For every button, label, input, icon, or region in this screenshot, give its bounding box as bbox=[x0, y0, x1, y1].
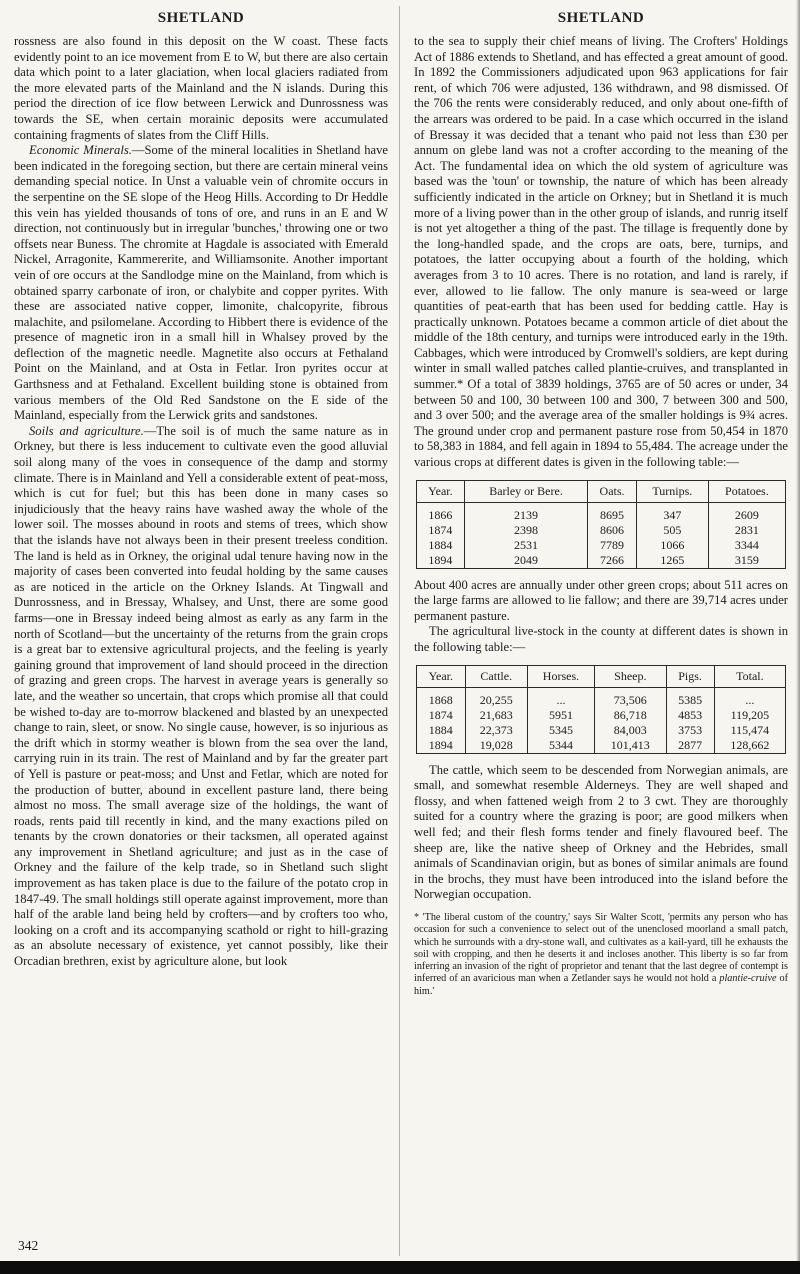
table-cell: 505 bbox=[636, 523, 708, 538]
table-header-row bbox=[416, 480, 785, 502]
table-header-cell: Year. bbox=[416, 480, 464, 502]
paragraph-lead: Soils and agriculture. bbox=[29, 423, 144, 438]
table-cell: 8695 bbox=[588, 502, 637, 523]
table-row bbox=[416, 687, 785, 708]
paragraph-text: —The soil is of much the same nature as in Orkney, but there is less inducement to cultivate even the good alluvial soil along many of the voes in consequence of the damp and stormy climate. There is in Mainland and Yell a considerable extent of peat-moss, which is cut for fuel; but this has been done in many cases so injudiciously that the heavy rains have washed away the whole of the lower soil. The mosses abound in roots and stems of trees, which show that the islands have not always been in their present treeless condition. The land is held as in Orkney, the original udal tenure having now in the majority of cases been converted into feudal holding by the same causes as are noticed in the article on the Orkney Islands. At Tingwall and Dunrossness, and in Bressay, Whalsey, and Unst, there are some good farms—one in Bressay indeed being almost as early as any farm in the north of Scotland—but the uncertainty of the returns from the grain crops is a great bar to extensive agricultural projects, and the feeling is yearly gaining ground that improvement of land should proceed in the direction of grazing and green crops. The harvest in average years is generally so late, and the weather so uncertain, that crops which promise all that could be wished to-day are to-morrow blackened and blasted by an unexpected change to rain, sleet, or snow. No single cause, however, is so injurious as the drift which in stormy weather is blown from the sea over the land, carrying ruin in its train. The rest of Mainland and by far the greater part of Yell is pasture or peat-moss; and Unst and Fetlar, which are noted for the production of butter, abound in excellent pasture land, there being almost no moss. The small average size of the holdings, the want of roads, rents paid till recently in kind, and the many exactions piled on tenants by the crown donatories or their tacksmen, all operated against any improvement in Shetland agriculture; and just as in the case of Orkney and the failure of the kelp trade, so in Shetland such slight improvement as has taken place is due to the failure of the potato crop in 1847-49. The small holdings still operate against improvement, more than half of the arable land being held by crofters—and by crofters too who, looking on a croft and its accompanying scathold or right to hill-grazing as an absolute necessary of existence, yet cannot possibly, like their Orcadian brethren, exist by agriculture alone, but look bbox=[14, 423, 388, 969]
paragraph-text: About 400 acres are annually under other green crops; about 511 acres on the large farms are allowed to lie fallow; and there are 39,714 acres under permanent pasture. bbox=[414, 577, 788, 623]
table-cell: ... bbox=[527, 687, 594, 708]
table-header-cell: Barley or Bere. bbox=[464, 480, 587, 502]
paragraph-green-crops bbox=[414, 578, 788, 625]
paragraph-continuation bbox=[414, 34, 788, 471]
paragraph-text: rossness are also found in this deposit on the W coast. These facts evidently point to an ice movement from E to W, but there are also certain data which point to a later glaciation, when local glaciers radiated from the more elevated parts of the Mainland and the N islands. During this period the direction of ice flow between Lerwick and Dunrossness was towards the SE, when certain morainic deposits were accumulated containing fragments of slates from the Cliff Hills. bbox=[14, 34, 388, 142]
paragraph-text: —Some of the mineral localities in Shetland have been indicated in the foregoing section, but there are certain mineral veins demanding special notice. In Unst a valuable vein of chromite occurs in the serpentine on the SE slope of the Heog Hills. According to Dr Heddle this vein has yielded thousands of tons of ore, and runs in an E and W direction, not continuously but in irregular 'bunches,' throwing one or two offsets near Buness. The chromite at Hagdale is associated with Emerald Nickel, Arragonite, Kammererite, and Williamsonite. Another important vein of ore occurs at the Sandlodge mine on the Mainland, from which is obtained sparry carbonate of iron, or chalybite and copper pyrites. With these are associated native copper, limonite, chalcopyrite, fibrous malachite, and psilomelane. According to Hibbert there is evidence of the presence of magnetic iron in a small hill in Whalsey proved by the deflection of the magnetic needle. Magnetite also occurs at Fethaland Point on the Mainland, and at Osta in Fetlar. Iron pyrites occur at Garthsness and at Fethaland. Excellent building stone is obtained from various members of the Old Red Sandstone on the E side of the Mainland, especially from the Lerwick grits and sandstones. bbox=[14, 143, 388, 423]
table-cell: 1884 bbox=[428, 537, 453, 552]
table-cell: 21,683 bbox=[465, 708, 527, 723]
table-header-cell: Turnips. bbox=[636, 480, 708, 502]
table-cell: 5344 bbox=[527, 738, 594, 754]
livestock-table bbox=[416, 665, 786, 754]
table-cell: 3753 bbox=[666, 723, 714, 738]
table-cell: 3344 bbox=[708, 538, 785, 553]
table-cell: 73,506 bbox=[595, 687, 666, 708]
table-cell: 5385 bbox=[666, 687, 714, 708]
table-cell: 3159 bbox=[708, 553, 785, 569]
footnote-text: * 'The liberal custom of the country,' says Sir Walter Scott, 'permits any person who has occasion for such a convenience to select out of the unenclosed moorland a small patch, which he surrounds with a dry-stone wall, and cultivates as a kail-yard, till he exhausts the soil with cropping, and then he deserts it and incloses another. This liberty is so far from inferring an invasion of the right of proprietor and tenant that the last degree of contempt is inferred of an avaricious man when a Zetlander says he would not hold a bbox=[414, 911, 788, 985]
column-divider-rule bbox=[399, 6, 400, 1256]
table-cell: 7266 bbox=[588, 553, 637, 569]
paragraph-text: to the sea to supply their chief means of living. The Crofters' Holdings Act of 1886 extends to Shetland, and has effected a great amount of good. In 1892 the Commissioners adjudicated upon 963 applications for fair rent, of which 706 were adjusted, 136 withdrawn, and 98 dismissed. Of the 706 the rents were considerably reduced, and only about one-fifth of the arrears was ordered to be paid. In a case which occurred in the island of Bressay it was decided that a tenant who paid not less than £30 per annum on glebe land was not a crofter according to the meaning of the Act. The fundamental idea on which the old system of agriculture was based was the 'toun' or township, the nature of which has been already sufficiently indicated in the article on Orkney; but in Shetland it is much more of a living power than in the other group of islands, and runrig itself is not yet altogether a thing of the past. The tillage is frequently done by the long-handled spade, and the crops are oats, bere, turnips, and potatoes, the latter occupying about a fourth of the holding, which averages from 3 to 10 acres. There is no rotation, and land is rarely, if ever, allowed to lie fallow. The only manure is sea-weed or large quantities of peat-earth that has been used for bedding cattle. Hay is practically unknown. Potatoes became a common article of diet about the middle of the 18th century, and turnips were introduced early in the 19th. Cabbages, which were introduced by Cromwell's soldiers, are kept during winter in small walled patches called plantie-cruives, and transplanted in summer.* Of a total of 3839 holdings, 3765 are of 50 acres or under, 34 between 50 and 100, 30 between 100 and 300, 7 between 300 and 500, and 3 over 500; and the average area of the smaller holdings is 9¾ acres. The ground under crop and permanent pasture rose from 50,454 in 1870 to 58,383 in 1884, and fell again in 1894 to 55,484. The acreage under the various crops at different dates is given in the following table:— bbox=[414, 34, 788, 470]
table-cell: ... bbox=[714, 687, 785, 708]
table-cell: 1884 bbox=[428, 722, 453, 737]
table-cell: 7789 bbox=[588, 538, 637, 553]
paragraph-livestock-intro bbox=[414, 624, 788, 655]
table-cell: 1866 bbox=[428, 507, 453, 522]
footnote-italic-term: plantie-cruive bbox=[719, 973, 777, 985]
paragraph-economic-minerals bbox=[14, 143, 388, 424]
scan-edge-right bbox=[796, 0, 800, 1274]
left-column bbox=[14, 8, 401, 998]
table-header-cell: Oats. bbox=[588, 480, 637, 502]
table-row bbox=[416, 738, 785, 754]
table-cell: 2139 bbox=[464, 502, 587, 523]
paragraph-lead: Economic Minerals. bbox=[29, 143, 132, 158]
paragraph-continuation bbox=[14, 34, 388, 143]
table-row bbox=[416, 502, 785, 523]
table-cell: 2877 bbox=[666, 738, 714, 754]
table-cell: 86,718 bbox=[595, 708, 666, 723]
table-cell: 1894 bbox=[428, 552, 453, 567]
table-cell: 1265 bbox=[636, 553, 708, 569]
table-row bbox=[416, 723, 785, 738]
table-header-cell: Cattle. bbox=[465, 665, 527, 687]
right-running-head: SHETLAND bbox=[557, 10, 645, 26]
table-cell: 20,255 bbox=[465, 687, 527, 708]
table-cell: 1874 bbox=[428, 707, 453, 722]
table-cell: 119,205 bbox=[714, 708, 785, 723]
table-cell: 5345 bbox=[527, 723, 594, 738]
footnote-text-end: of him.' bbox=[414, 973, 788, 997]
footnote bbox=[414, 912, 788, 998]
scan-edge-bottom bbox=[0, 1261, 800, 1274]
table-header-cell: Pigs. bbox=[666, 665, 714, 687]
table-cell: 115,474 bbox=[714, 723, 785, 738]
table-row bbox=[416, 523, 785, 538]
table-cell: 101,413 bbox=[595, 738, 666, 754]
table-cell: 19,028 bbox=[465, 738, 527, 754]
paragraph-text: The agricultural live-stock in the county at different dates is shown in the following table:— bbox=[414, 624, 788, 654]
table-cell: 5951 bbox=[527, 708, 594, 723]
table-cell: 84,003 bbox=[595, 723, 666, 738]
table-header-cell: Year. bbox=[416, 665, 465, 687]
table-cell: 1066 bbox=[636, 538, 708, 553]
table-cell: 1868 bbox=[428, 692, 453, 707]
table-header-cell: Potatoes. bbox=[708, 480, 785, 502]
table-row bbox=[416, 553, 785, 569]
table-cell: 1874 bbox=[428, 522, 453, 537]
table-cell: 2609 bbox=[708, 502, 785, 523]
page-number: 342 bbox=[18, 1238, 39, 1253]
table-cell: 2531 bbox=[464, 538, 587, 553]
paragraph-soils-agriculture bbox=[14, 424, 388, 970]
right-column bbox=[401, 8, 788, 998]
table-row bbox=[416, 538, 785, 553]
left-running-head: SHETLAND bbox=[157, 10, 245, 26]
table-cell: 128,662 bbox=[714, 738, 785, 754]
table-cell: 4853 bbox=[666, 708, 714, 723]
table-cell: 347 bbox=[636, 502, 708, 523]
table-cell: 8606 bbox=[588, 523, 637, 538]
table-header-cell: Total. bbox=[714, 665, 785, 687]
table-header-cell: Sheep. bbox=[595, 665, 666, 687]
paragraph-text: The cattle, which seem to be descended from Norwegian animals, are small, and somewhat resemble Alderneys. They are well shaped and flossy, and when fattened weigh from 2 to 3 cwt. They are thoroughly suited for a country where the grazing is poor; are good milkers when well fed; and their flesh forms tender and finely flavoured beef. The sheep are, like the native sheep of Orkney and the Hebrides, small animals of Scandinavian origin, but as bones of similar animals are found in the brochs, they must have been introduced into the island before the Norwegian occupation. bbox=[414, 762, 788, 902]
table-cell: 1894 bbox=[428, 737, 453, 752]
table-cell: 2831 bbox=[708, 523, 785, 538]
crops-acreage-table bbox=[416, 480, 786, 569]
table-cell: 2049 bbox=[464, 553, 587, 569]
table-header-cell: Horses. bbox=[527, 665, 594, 687]
paragraph-cattle bbox=[414, 763, 788, 903]
table-cell: 2398 bbox=[464, 523, 587, 538]
table-header-row bbox=[416, 665, 785, 687]
table-cell: 22,373 bbox=[465, 723, 527, 738]
table-row bbox=[416, 708, 785, 723]
